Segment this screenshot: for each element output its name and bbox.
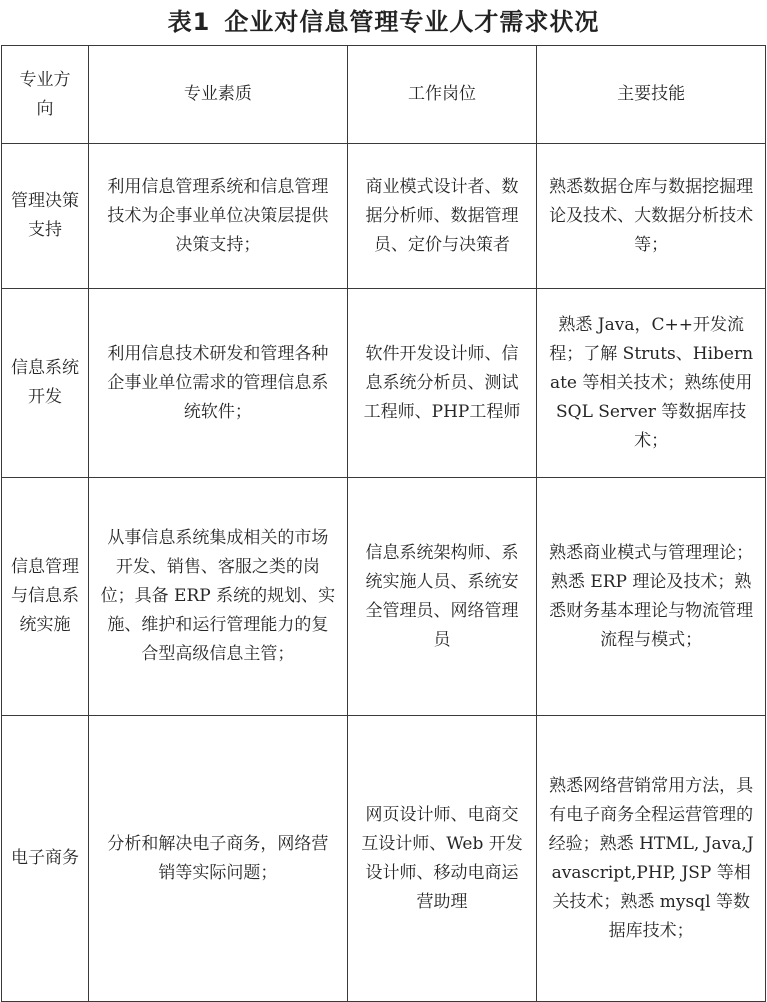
- cell-direction: 信息管理与信息系统实施: [2, 478, 89, 716]
- table-row: [2, 144, 766, 289]
- cell-positions: 商业模式设计者、数据分析师、数据管理员、定价与决策者: [347, 144, 537, 289]
- table-row: [2, 289, 766, 478]
- cell-positions: 软件开发设计师、信息系统分析员、测试工程师、PHP工程师: [347, 289, 537, 478]
- header-direction: 专业方向: [2, 46, 89, 144]
- cell-direction: 信息系统开发: [2, 289, 89, 478]
- cell-skills: 熟悉网络营销常用方法，具有电子商务全程运营管理的经验；熟悉 HTML, Java,Javascript,PHP, JSP 等相关技术；熟悉 mysql 等数据库技术；: [537, 716, 766, 1002]
- header-skills: 主要技能: [537, 46, 766, 144]
- cell-quality: 分析和解决电子商务，网络营销等实际问题；: [88, 716, 347, 1002]
- header-row: [2, 46, 766, 144]
- cell-quality: 利用信息技术研发和管理各种企事业单位需求的管理信息系统软件；: [88, 289, 347, 478]
- cell-quality: 利用信息管理系统和信息管理技术为企事业单位决策层提供决策支持；: [88, 144, 347, 289]
- cell-skills: 熟悉数据仓库与数据挖掘理论及技术、大数据分析技术等；: [537, 144, 766, 289]
- table-title-text: 企业对信息管理专业人才需求状况: [224, 8, 600, 36]
- header-quality: 专业素质: [88, 46, 347, 144]
- cell-quality: 从事信息系统集成相关的市场开发、销售、客服之类的岗位；具备 ERP 系统的规划、实施、维护和运行管理能力的复合型高级信息主管；: [88, 478, 347, 716]
- cell-skills: 熟悉商业模式与管理理论；熟悉 ERP 理论及技术；熟悉财务基本理论与物流管理流程与模式；: [537, 478, 766, 716]
- table-number: 表1: [167, 8, 211, 36]
- requirements-table: [1, 45, 766, 1002]
- cell-direction: 电子商务: [2, 716, 89, 1002]
- table-row: [2, 716, 766, 1002]
- cell-positions: 网页设计师、电商交互设计师、Web 开发设计师、移动电商运营助理: [347, 716, 537, 1002]
- table-row: [2, 478, 766, 716]
- cell-direction: 管理决策支持: [2, 144, 89, 289]
- table-title: [0, 2, 767, 42]
- cell-positions: 信息系统架构师、系统实施人员、系统安全管理员、网络管理员: [347, 478, 537, 716]
- cell-skills: 熟悉 Java，C++开发流程；了解 Struts、Hibernate 等相关技术；熟练使用 SQL Server 等数据库技术；: [537, 289, 766, 478]
- header-positions: 工作岗位: [347, 46, 537, 144]
